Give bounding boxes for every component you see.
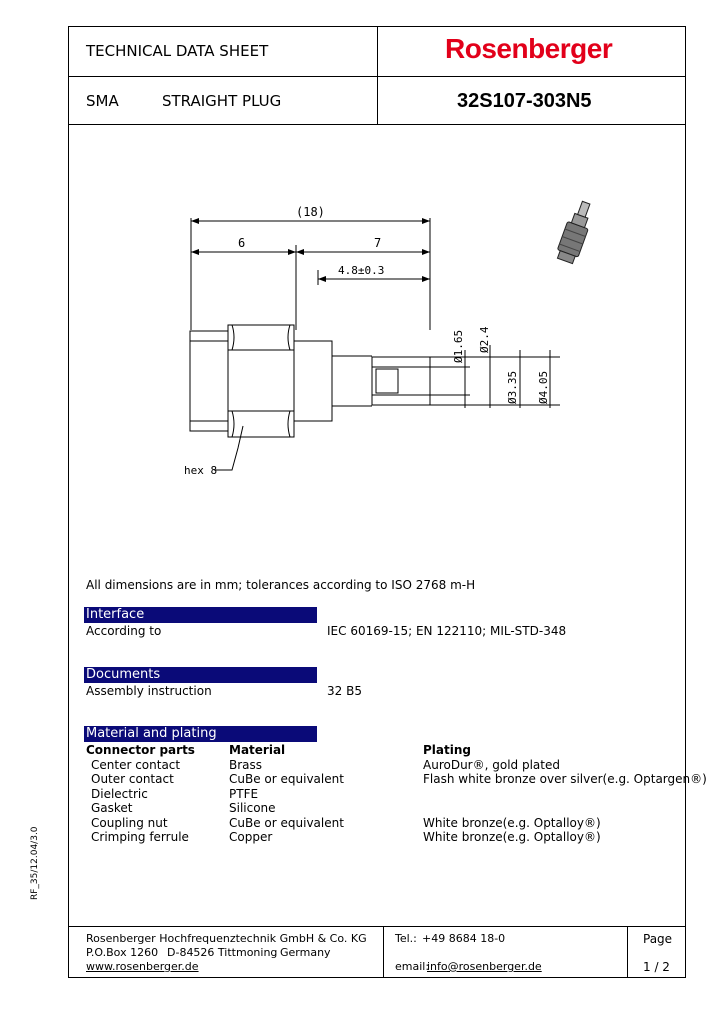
tolerance-note: All dimensions are in mm; tolerances according to ISO 2768 m-H [86,578,476,592]
material-row-part: Outer contact [91,772,174,786]
material-row-part: Crimping ferrule [91,830,189,844]
material-row-material: Brass [229,758,263,772]
hex-label: hex 8 [184,464,218,477]
documents-heading: Documents [84,667,317,683]
material-row-part: Dielectric [91,787,148,801]
documents-label: Assembly instruction [86,684,212,698]
brand-logo: Rosenberger [445,33,613,64]
footer-country: Germany [280,946,331,959]
footer-page-value: 1 / 2 [643,960,670,974]
material-heading: Material and plating [84,726,317,742]
material-row-material: PTFE [229,787,259,801]
material-row-part: Center contact [91,758,181,772]
material-row-part: Coupling nut [91,816,168,830]
dim-left: 6 [238,236,246,250]
col-material-header: Material [229,743,286,757]
footer-email-link[interactable]: info@rosenberger.de [427,960,542,973]
material-row-material: Copper [229,830,273,844]
dia-3: Ø3.35 [506,370,519,404]
material-row-material: CuBe or equivalent [229,772,344,786]
footer-city: D-84526 Tittmoning [167,946,278,959]
material-row-plating: White bronze(e.g. Optalloy®) [423,816,601,830]
part-number: 32S107-303N5 [457,90,592,112]
dia-2: Ø2.4 [478,326,491,353]
footer-email-label: email: [395,960,430,973]
dia-4: Ø4.05 [537,370,550,404]
footer-company: Rosenberger Hochfrequenztechnik GmbH & Co. KG [86,932,367,945]
material-row-plating: AuroDur®, gold plated [423,758,560,772]
footer-website-link[interactable]: www.rosenberger.de [86,960,199,973]
dia-1: Ø1.65 [452,329,465,363]
footer-pobox: P.O.Box 1260 [86,946,159,959]
col-plating-header: Plating [423,743,471,757]
series-label: SMA [86,92,119,110]
interface-value: IEC 60169-15; EN 122110; MIL-STD-348 [327,624,567,638]
material-row-plating: Flash white bronze over silver(e.g. Optargen®) [423,772,707,786]
dim-right: 7 [374,236,382,250]
col-parts-header: Connector parts [86,743,195,757]
material-row-material: Silicone [229,801,276,815]
product-label: STRAIGHT PLUG [162,92,282,110]
interface-heading: Interface [84,607,317,623]
doc-type: TECHNICAL DATA SHEET [86,42,269,60]
material-row-part: Gasket [91,801,133,815]
footer-tel: +49 8684 18-0 [422,932,506,945]
material-row-material: CuBe or equivalent [229,816,344,830]
dim-total: (18) [296,205,325,219]
footer-tel-label: Tel.: [395,932,417,945]
interface-label: According to [86,624,162,638]
documents-value: 32 B5 [327,684,362,698]
side-code: RF_35/12.04/3.0 [30,826,40,900]
footer-page-label: Page [643,932,673,946]
dim-small: 4.8±0.3 [338,264,385,277]
material-row-plating: White bronze(e.g. Optalloy®) [423,830,601,844]
connector-icon [555,199,597,265]
